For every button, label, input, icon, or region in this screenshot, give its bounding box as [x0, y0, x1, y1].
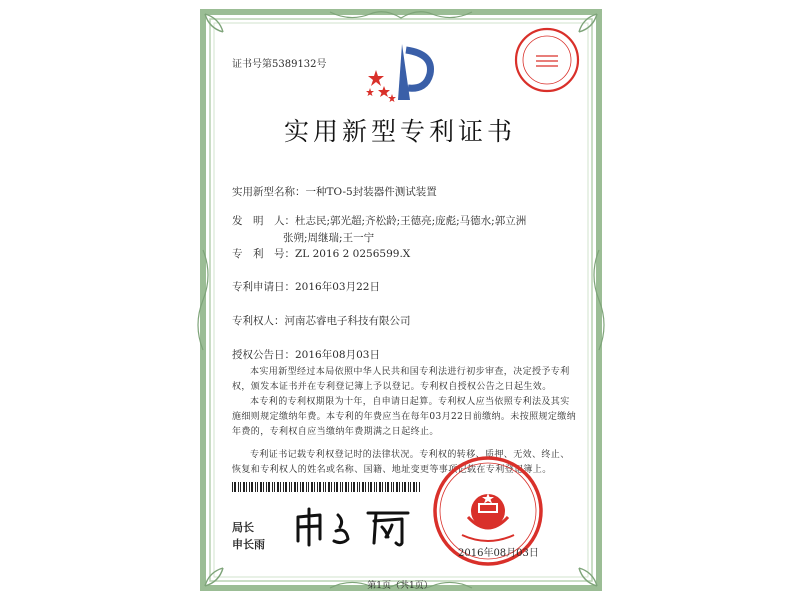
barcode-bar: [348, 482, 349, 492]
barcode-bar: [379, 482, 381, 492]
inventors: [232, 213, 526, 228]
barcode-bar: [234, 482, 236, 492]
barcode-bar: [410, 482, 411, 492]
barcode-bar: [263, 482, 264, 492]
barcode-bar: [359, 482, 360, 492]
barcode-bar: [319, 482, 321, 492]
body-paragraph-2: 本专利的专利权期限为十年，自申请日起算。专利权人应当依照专利法及其实施细则规定缴纳年费。本专利的年费应当在每年03月22日前缴纳。未按照规定缴纳年费的，专利权自应当缴纳年费期满之日起终止。: [232, 397, 577, 437]
barcode-bar: [385, 482, 386, 492]
publication-date-value: 2016年08月03日: [295, 349, 380, 361]
inventors-line-2: 张朔;周继瑞;王一宁: [283, 232, 375, 244]
barcode-bar: [391, 482, 392, 492]
barcode-bar: [328, 482, 330, 492]
barcode-bar: [272, 482, 273, 492]
barcode-bar: [368, 482, 369, 492]
barcode-bar: [396, 482, 398, 492]
barcode-bar: [340, 482, 341, 492]
barcode-bar: [365, 482, 366, 492]
filing-date: [232, 279, 380, 294]
barcode-bar: [277, 482, 279, 492]
barcode-bar: [374, 482, 375, 492]
seal-date: 2016年08月03日: [458, 548, 539, 559]
body-paragraph-1: 本实用新型经过本局依照中华人民共和国专利法进行初步审查，决定授予专利权，颁发本证书并在专利登记簿上予以登记。专利权自授权公告之日起生效。: [232, 367, 570, 392]
barcode-bar: [317, 482, 318, 492]
barcode-bar: [249, 482, 250, 492]
patent-number-label: 专 利 号：: [232, 248, 295, 260]
barcode-bar: [260, 482, 262, 492]
barcode-bar: [336, 482, 338, 492]
director-title: 局长: [232, 521, 254, 534]
inventors-line-1: 杜志民;郭光超;齐松龄;王德亮;庞彪;马德水;郭立洲: [295, 215, 527, 227]
barcode-bar: [351, 482, 352, 492]
barcode-bar: [306, 482, 307, 492]
barcode-bar: [323, 482, 324, 492]
barcode-bar: [283, 482, 284, 492]
barcode-bar: [334, 482, 335, 492]
barcode-bar: [325, 482, 326, 492]
barcode-bar: [240, 482, 241, 492]
patent-office-logo: [362, 40, 442, 110]
publication-date-label: 授权公告日：: [232, 349, 295, 361]
barcode-bar: [285, 482, 287, 492]
barcode: [232, 482, 422, 492]
barcode-bar: [357, 482, 358, 492]
barcode-bar: [413, 482, 415, 492]
filing-date-label: 专利申请日：: [232, 281, 295, 293]
barcode-bar: [266, 482, 267, 492]
patentee-label: 专利权人：: [232, 315, 285, 327]
barcode-bar: [294, 482, 296, 492]
patent-number-value: ZL 2016 2 0256599.X: [295, 248, 411, 260]
barcode-bar: [251, 482, 253, 492]
barcode-bar: [300, 482, 301, 492]
page-title: 实用新型专利证书: [283, 117, 516, 146]
barcode-bar: [345, 482, 347, 492]
barcode-bar: [387, 482, 389, 492]
barcode-bar: [232, 482, 233, 492]
barcode-bar: [342, 482, 343, 492]
barcode-bar: [297, 482, 298, 492]
barcode-bar: [268, 482, 270, 492]
utility-model-name-label: 实用新型名称：: [232, 186, 306, 198]
barcode-bar: [238, 482, 239, 492]
barcode-bar: [314, 482, 315, 492]
barcode-bar: [308, 482, 309, 492]
utility-model-name-value: 一种TO-5封装器件测试装置: [305, 186, 437, 198]
patent-number: [232, 246, 410, 261]
certificate-number: 证书号第5389132号: [232, 59, 327, 70]
barcode-bar: [419, 482, 420, 492]
barcode-bar: [399, 482, 400, 492]
barcode-bar: [404, 482, 406, 492]
barcode-bar: [255, 482, 256, 492]
barcode-bar: [382, 482, 383, 492]
barcode-bar: [311, 482, 313, 492]
barcode-bar: [257, 482, 258, 492]
director-name: 申长雨: [232, 538, 265, 551]
utility-model-name: [232, 184, 437, 199]
body-paragraph-3: 专利证书记载专利权登记时的法律状况。专利权的转移、质押、无效、终止、恢复和专利权人的姓名或名称、国籍、地址变更等事项记载在专利登记簿上。: [232, 450, 570, 475]
barcode-bar: [302, 482, 304, 492]
top-official-seal: [512, 25, 582, 95]
publication-date: [232, 347, 380, 362]
barcode-bar: [289, 482, 290, 492]
barcode-bar: [291, 482, 292, 492]
barcode-bar: [416, 482, 417, 492]
barcode-bar: [274, 482, 275, 492]
patentee: [232, 313, 411, 328]
page-number: 第1页（共1页）: [367, 581, 433, 591]
director-signature: [290, 505, 420, 550]
patentee-value: 河南芯睿电子科技有限公司: [284, 315, 411, 327]
barcode-bar: [376, 482, 377, 492]
filing-date-value: 2016年03月22日: [295, 281, 380, 293]
barcode-bar: [370, 482, 372, 492]
barcode-bar: [243, 482, 245, 492]
barcode-bar: [280, 482, 281, 492]
inventors-label: 发 明 人：: [232, 215, 295, 227]
barcode-bar: [353, 482, 355, 492]
barcode-bar: [408, 482, 409, 492]
barcode-bar: [331, 482, 332, 492]
barcode-bar: [246, 482, 247, 492]
barcode-bar: [402, 482, 403, 492]
barcode-bar: [362, 482, 364, 492]
barcode-bar: [393, 482, 394, 492]
